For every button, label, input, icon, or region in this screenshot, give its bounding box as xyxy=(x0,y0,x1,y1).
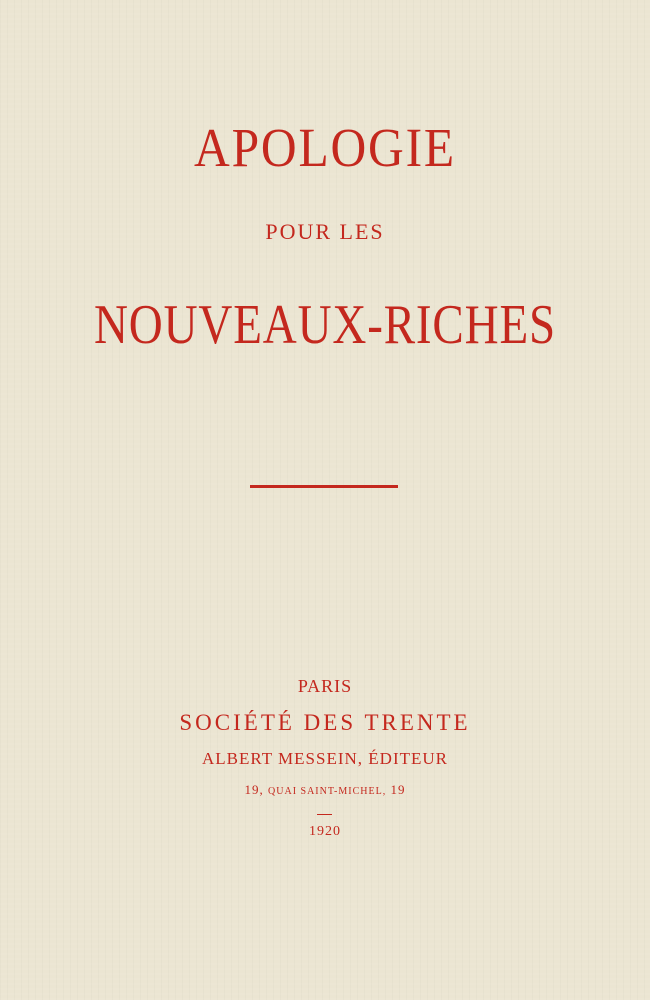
imprint-city: PARIS xyxy=(297,676,353,696)
decorative-rule xyxy=(250,485,398,488)
imprint-address xyxy=(0,781,650,801)
title-nouveaux-riches: NOUVEAUX-RICHES xyxy=(93,294,557,356)
imprint-dash xyxy=(317,814,332,815)
address-number-end: 19 xyxy=(390,782,406,797)
address-number-start: 19, xyxy=(244,782,264,797)
title-pour-les: POUR LES xyxy=(265,219,385,244)
imprint-year: 1920 xyxy=(309,824,341,839)
address-street: QUAI SAINT-MICHEL, xyxy=(268,786,387,797)
imprint-society: SOCIÉTÉ DES TRENTE xyxy=(179,710,471,735)
title-apologie: APOLOGIE xyxy=(194,117,456,178)
imprint-publisher: ALBERT MESSEIN, ÉDITEUR xyxy=(202,749,448,768)
